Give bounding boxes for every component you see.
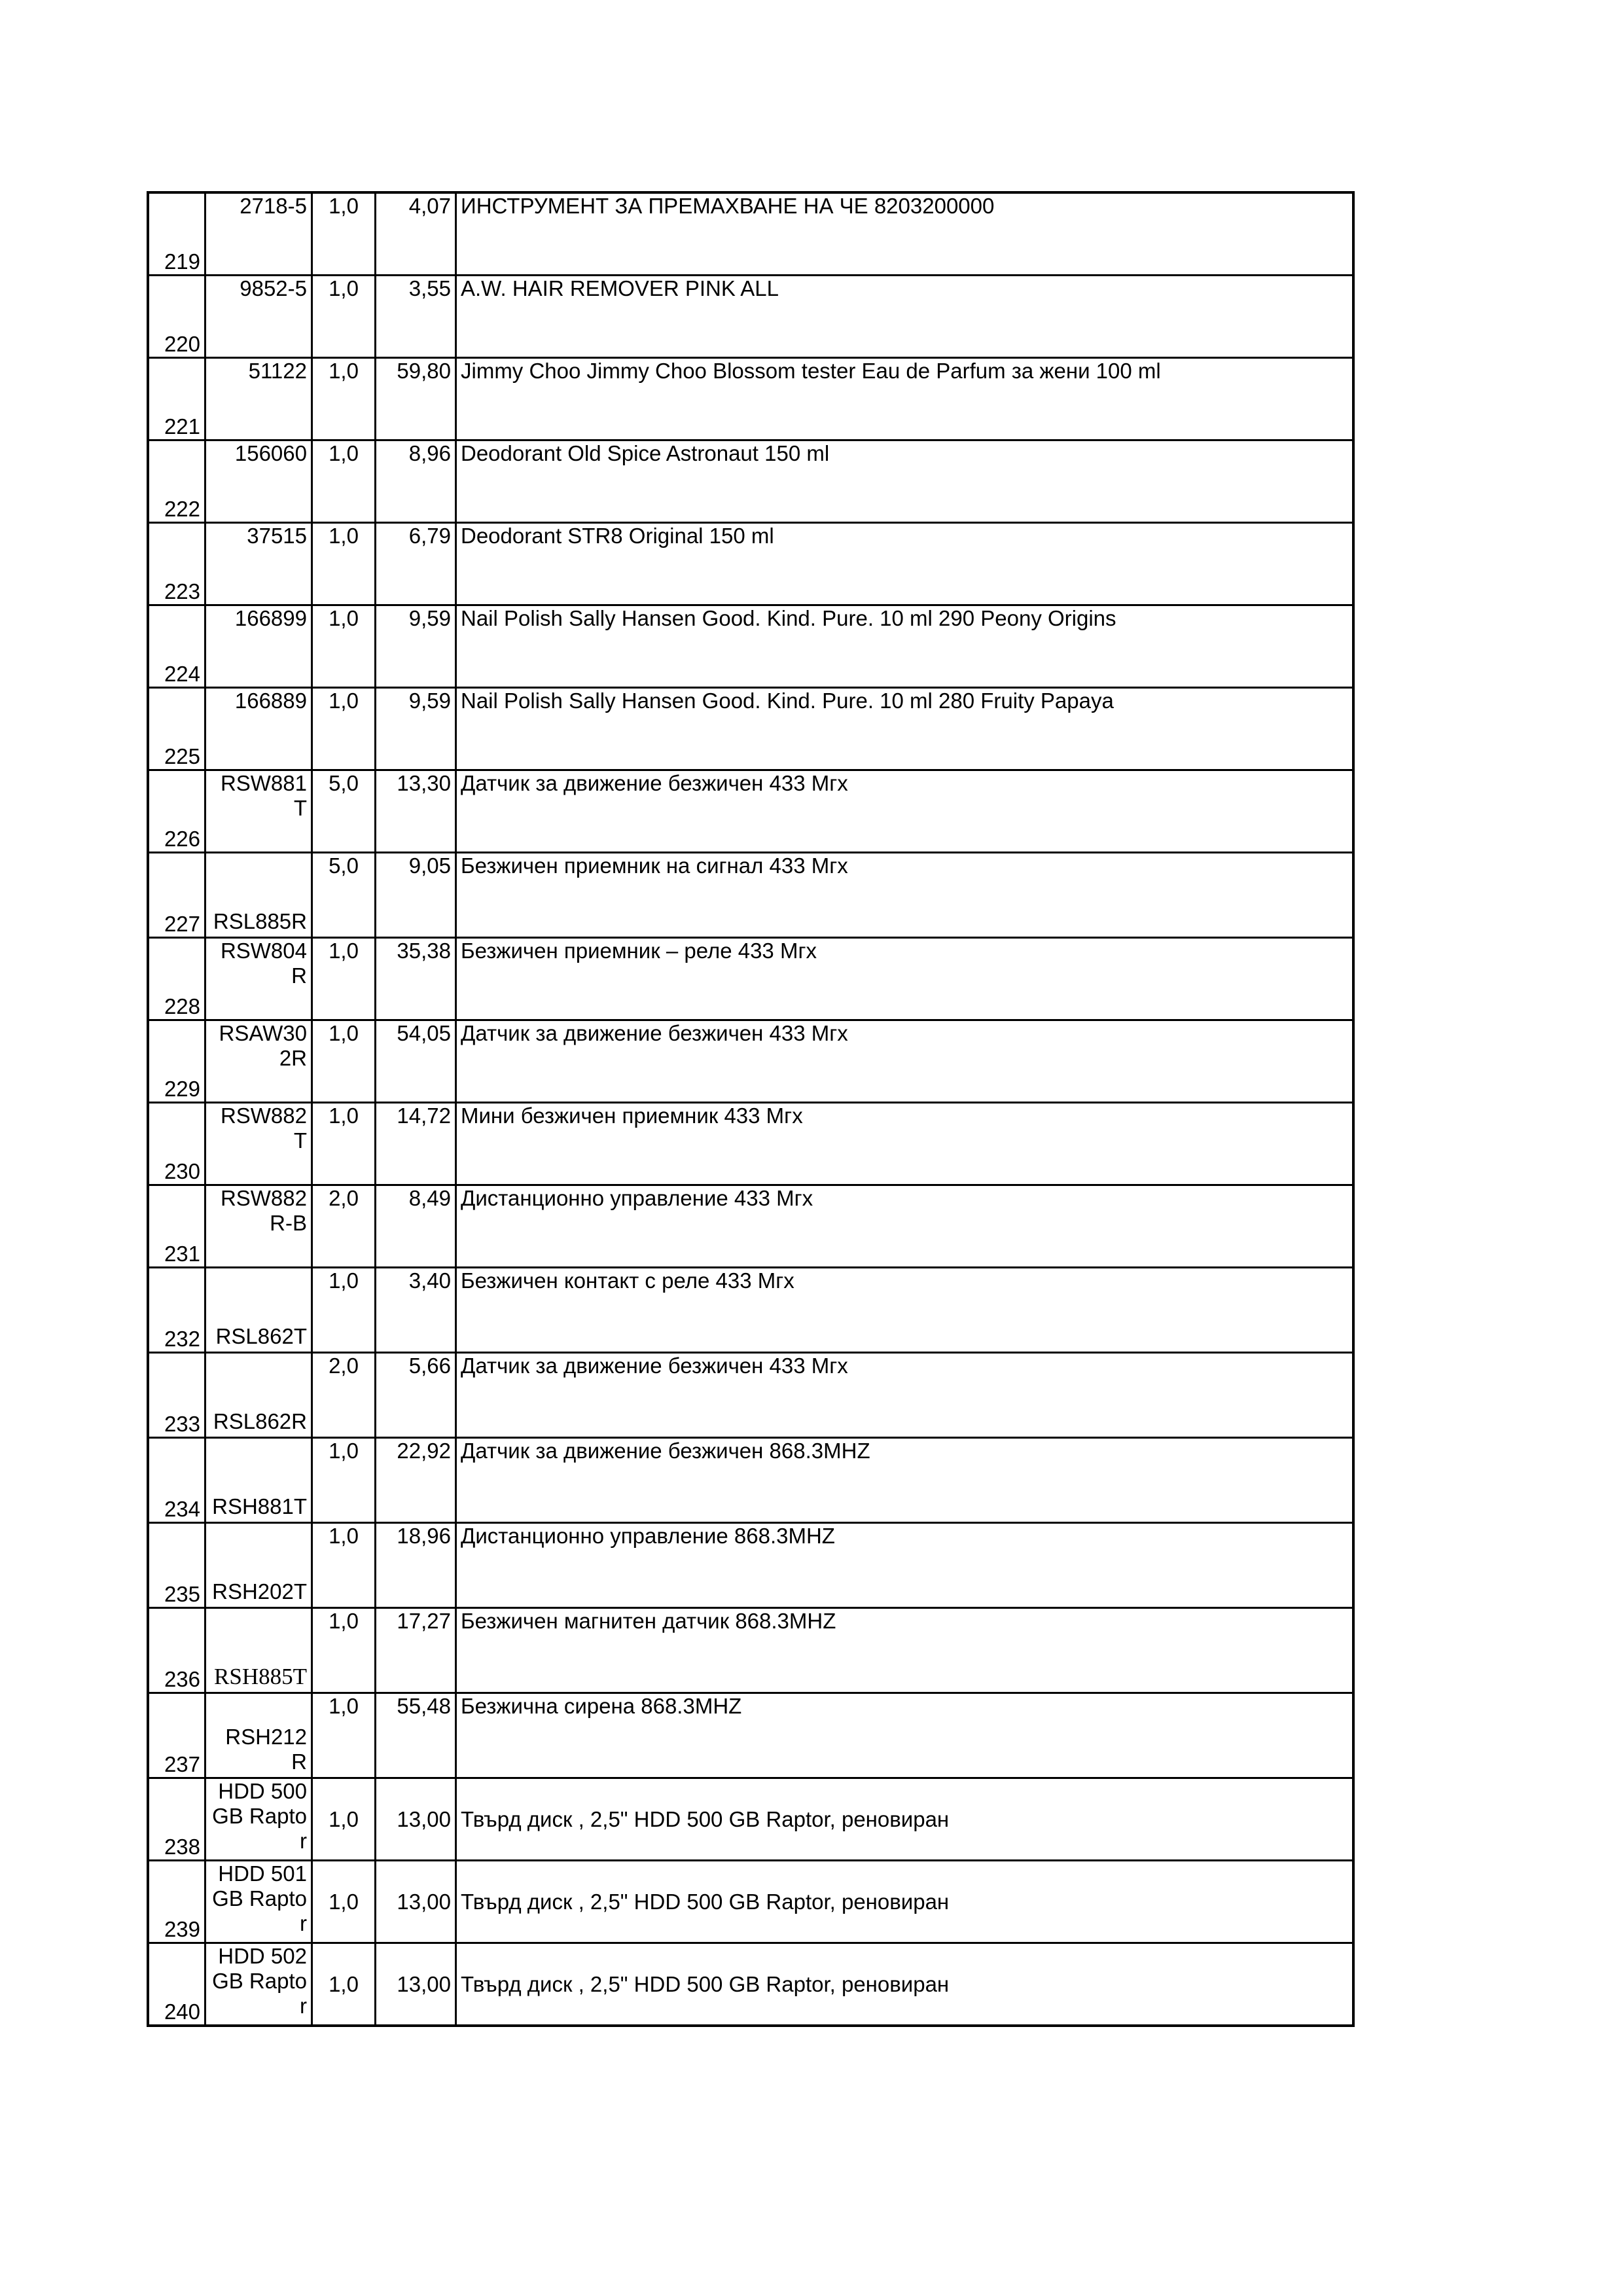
row-number: 222 [148, 440, 205, 523]
item-price: 6,79 [376, 523, 456, 605]
item-description: Твърд диск , 2,5" HDD 500 GB Raptor, реновиран [456, 1778, 1354, 1861]
table-row [148, 1693, 1353, 1778]
item-code: HDD 502 GB Raptor [205, 1943, 312, 2026]
item-quantity: 1,0 [312, 192, 376, 276]
item-code: RSH885T [205, 1608, 312, 1693]
item-description: Безжичен приемник – реле 433 Mгх [456, 938, 1354, 1020]
item-description: Deodorant Old Spice Astronaut 150 ml [456, 440, 1354, 523]
item-quantity: 1,0 [312, 358, 376, 440]
item-code: 166889 [205, 688, 312, 770]
items-table-body [148, 192, 1353, 2026]
item-price: 9,59 [376, 605, 456, 688]
item-description: Мини безжичен приемник 433 Mгх [456, 1103, 1354, 1185]
item-price: 5,66 [376, 1353, 456, 1438]
item-description: Deodorant STR8 Original 150 ml [456, 523, 1354, 605]
item-price: 3,55 [376, 276, 456, 358]
item-description: ИНСТРУМЕНТ ЗА ПРЕМАХВАНЕ НА ЧЕ 8203200000 [456, 192, 1354, 276]
table-row [148, 1778, 1353, 1861]
item-quantity: 5,0 [312, 853, 376, 938]
item-quantity: 1,0 [312, 1943, 376, 2026]
item-description: Nail Polish Sally Hansen Good. Kind. Pure. 10 ml 280 Fruity Papaya [456, 688, 1354, 770]
item-code: RSW882T [205, 1103, 312, 1185]
item-description: Безжичен приемник на сигнал 433 Mгх [456, 853, 1354, 938]
row-number: 224 [148, 605, 205, 688]
table-row [148, 1103, 1353, 1185]
table-row [148, 1861, 1353, 1943]
item-price: 17,27 [376, 1608, 456, 1693]
item-quantity: 1,0 [312, 1861, 376, 1943]
item-description: Твърд диск , 2,5" HDD 500 GB Raptor, реновиран [456, 1943, 1354, 2026]
item-code: RSL862T [205, 1268, 312, 1353]
item-price: 8,49 [376, 1185, 456, 1268]
table-row [148, 938, 1353, 1020]
item-code: 166899 [205, 605, 312, 688]
item-price: 4,07 [376, 192, 456, 276]
item-code: 9852-5 [205, 276, 312, 358]
item-code: RSH212R [205, 1693, 312, 1778]
item-quantity: 1,0 [312, 276, 376, 358]
item-description: Датчик за движение безжичен 868.3MHZ [456, 1438, 1354, 1523]
item-price: 22,92 [376, 1438, 456, 1523]
item-quantity: 2,0 [312, 1353, 376, 1438]
row-number: 239 [148, 1861, 205, 1943]
item-price: 13,00 [376, 1861, 456, 1943]
item-quantity: 1,0 [312, 1103, 376, 1185]
item-code: RSAW302R [205, 1020, 312, 1103]
table-row [148, 440, 1353, 523]
item-code: RSH881T [205, 1438, 312, 1523]
row-number: 221 [148, 358, 205, 440]
row-number: 234 [148, 1438, 205, 1523]
item-code: RSL885R [205, 853, 312, 938]
table-row [148, 358, 1353, 440]
table-row [148, 605, 1353, 688]
item-code: 2718-5 [205, 192, 312, 276]
item-quantity: 1,0 [312, 1020, 376, 1103]
item-description: Дистанционно управление 868.3MHZ [456, 1523, 1354, 1608]
row-number: 231 [148, 1185, 205, 1268]
table-row [148, 1020, 1353, 1103]
row-number: 220 [148, 276, 205, 358]
row-number: 228 [148, 938, 205, 1020]
table-row [148, 853, 1353, 938]
row-number: 227 [148, 853, 205, 938]
item-quantity: 1,0 [312, 1693, 376, 1778]
item-quantity: 1,0 [312, 1268, 376, 1353]
item-description: Безжична сирена 868.3MHZ [456, 1693, 1354, 1778]
table-row [148, 688, 1353, 770]
item-quantity: 1,0 [312, 688, 376, 770]
item-code: RSW881T [205, 770, 312, 853]
item-price: 13,30 [376, 770, 456, 853]
item-quantity: 1,0 [312, 440, 376, 523]
item-quantity: 1,0 [312, 1438, 376, 1523]
item-price: 13,00 [376, 1778, 456, 1861]
table-row [148, 770, 1353, 853]
item-description: Датчик за движение безжичен 433 Mгх [456, 1020, 1354, 1103]
item-description: A.W. HAIR REMOVER PINK ALL [456, 276, 1354, 358]
item-description: Датчик за движение безжичен 433 Mгх [456, 1353, 1354, 1438]
row-number: 223 [148, 523, 205, 605]
item-price: 54,05 [376, 1020, 456, 1103]
item-code: HDD 500 GB Raptor [205, 1778, 312, 1861]
table-row [148, 276, 1353, 358]
item-description: Датчик за движение безжичен 433 Mгх [456, 770, 1354, 853]
item-code: RSW804R [205, 938, 312, 1020]
item-quantity: 1,0 [312, 1608, 376, 1693]
row-number: 237 [148, 1693, 205, 1778]
item-quantity: 1,0 [312, 605, 376, 688]
table-row [148, 1438, 1353, 1523]
row-number: 233 [148, 1353, 205, 1438]
item-price: 35,38 [376, 938, 456, 1020]
table-row [148, 523, 1353, 605]
item-price: 9,05 [376, 853, 456, 938]
item-quantity: 1,0 [312, 523, 376, 605]
table-row [148, 1185, 1353, 1268]
item-code: 37515 [205, 523, 312, 605]
row-number: 232 [148, 1268, 205, 1353]
item-price: 8,96 [376, 440, 456, 523]
item-quantity: 2,0 [312, 1185, 376, 1268]
item-description: Твърд диск , 2,5" HDD 500 GB Raptor, реновиран [456, 1861, 1354, 1943]
item-description: Nail Polish Sally Hansen Good. Kind. Pure. 10 ml 290 Peony Origins [456, 605, 1354, 688]
item-code: HDD 501 GB Raptor [205, 1861, 312, 1943]
table-row [148, 1608, 1353, 1693]
row-number: 226 [148, 770, 205, 853]
row-number: 225 [148, 688, 205, 770]
item-code: RSH202T [205, 1523, 312, 1608]
item-quantity: 1,0 [312, 938, 376, 1020]
table-row [148, 1523, 1353, 1608]
item-price: 55,48 [376, 1693, 456, 1778]
row-number: 238 [148, 1778, 205, 1861]
item-price: 13,00 [376, 1943, 456, 2026]
item-price: 18,96 [376, 1523, 456, 1608]
item-quantity: 5,0 [312, 770, 376, 853]
item-price: 59,80 [376, 358, 456, 440]
item-code: 156060 [205, 440, 312, 523]
table-row [148, 1353, 1353, 1438]
item-description: Jimmy Choo Jimmy Choo Blossom tester Eau de Parfum за жени 100 ml [456, 358, 1354, 440]
item-price: 14,72 [376, 1103, 456, 1185]
item-code: RSL862R [205, 1353, 312, 1438]
item-price: 9,59 [376, 688, 456, 770]
item-description: Дистанционно управление 433 Mгх [456, 1185, 1354, 1268]
item-quantity: 1,0 [312, 1523, 376, 1608]
row-number: 230 [148, 1103, 205, 1185]
row-number: 236 [148, 1608, 205, 1693]
row-number: 219 [148, 192, 205, 276]
table-row [148, 1943, 1353, 2026]
item-description: Безжичен контакт с реле 433 Mгх [456, 1268, 1354, 1353]
row-number: 229 [148, 1020, 205, 1103]
item-quantity: 1,0 [312, 1778, 376, 1861]
table-row [148, 1268, 1353, 1353]
items-table [147, 191, 1355, 2027]
row-number: 240 [148, 1943, 205, 2026]
item-description: Безжичен магнитен датчик 868.3MHZ [456, 1608, 1354, 1693]
item-code: RSW882R-B [205, 1185, 312, 1268]
table-row [148, 192, 1353, 276]
item-price: 3,40 [376, 1268, 456, 1353]
item-code: 51122 [205, 358, 312, 440]
row-number: 235 [148, 1523, 205, 1608]
